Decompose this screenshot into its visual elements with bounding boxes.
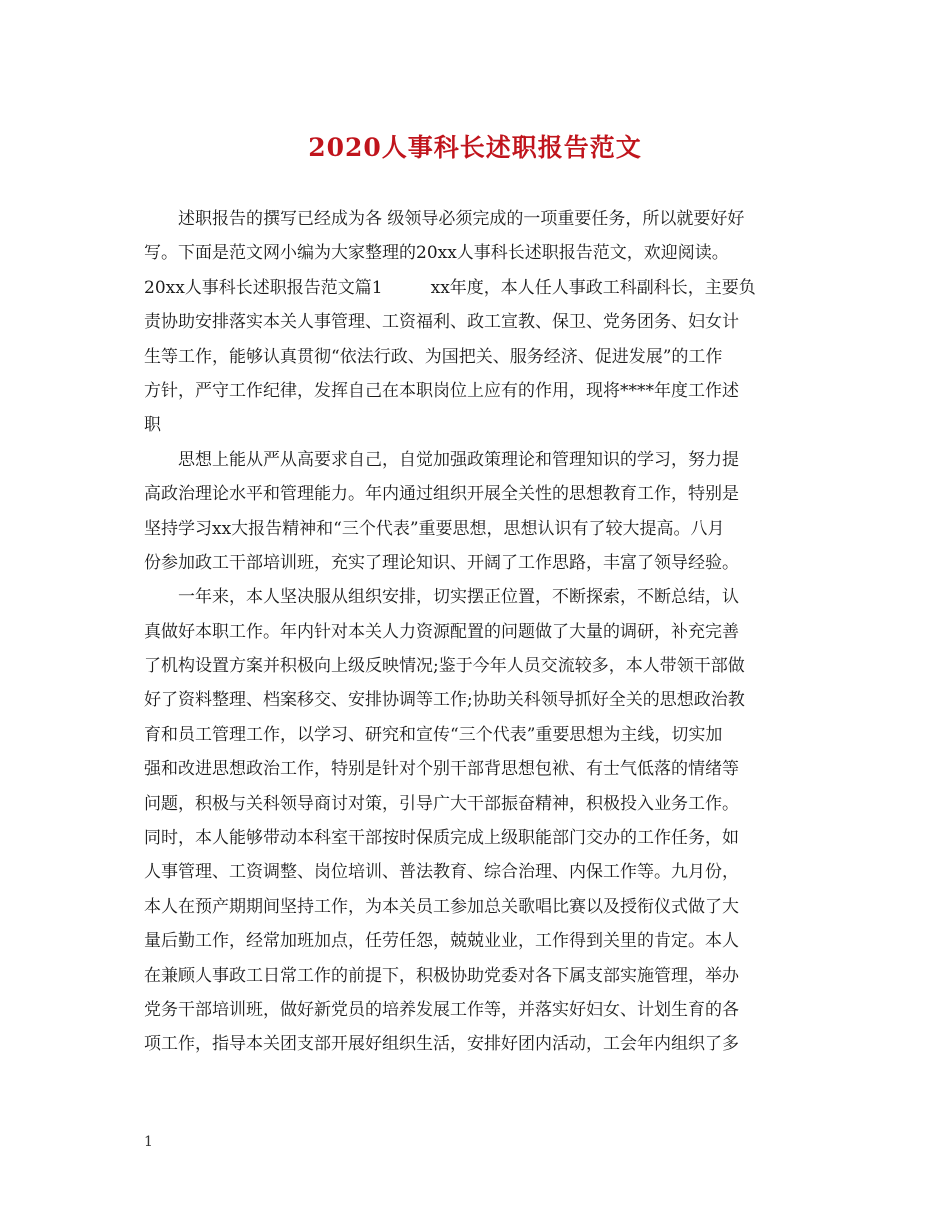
paragraph-line: 问题，积极与关科领导商讨对策，引导广大干部振奋精神，积极投入业务工作。 [144,793,739,814]
paragraph-line: 好了资料整理、档案移交、安排协调等工作;协助关科领导抓好全关的思想政治教 [144,690,745,711]
document-body [144,202,812,1062]
paragraph-line: 高政治理论水平和管理能力。年内通过组织开展全关性的思想教育工作，特别是 [144,484,739,505]
paragraph-line: 述职报告的撰写已经成为各 级领导必须完成的一项重要任务，所以就要好好 [144,209,745,229]
paragraph-line: 人事管理、工资调整、岗位培训、普法教育、综合治理、内保工作等。九月份， [144,862,739,883]
paragraph-text: xx年度，本人任人事政工科副科长，主要负 [430,277,756,298]
paragraph-line: 一年来，本人坚决服从组织安排，切实摆正位置，不断探索，不断总结，认 [144,587,739,608]
section-first-line [144,271,812,305]
paragraph-line: 育和员工管理工作，以学习、研究和宣传“三个代表”重要思想为主线，切实加 [144,724,723,745]
paragraph-line: 本人在预产期期间坚持工作，为本关员工参加总关歌唱比赛以及授衔仪式做了大 [144,896,739,917]
paragraph-line: 同时，本人能够带动本科室干部按时保质完成上级职能部门交办的工作任务，如 [144,828,739,849]
document-title: 2020人事科长述职报告范文 [308,133,642,162]
paragraph-line: 党务干部培训班，做好新党员的培养发展工作等，并落实好妇女、计划生育的各 [144,999,739,1020]
paragraph-line: 了机构设置方案并积极向上级反映情况;鉴于今年人员交流较多，本人带领干部做 [144,656,745,677]
paragraph-line: 方针，严守工作纪律，发挥自己在本职岗位上应有的作用，现将****年度工作述 [144,380,739,401]
section-heading: 20xx人事科长述职报告范文篇1 [144,277,383,298]
paragraph-line: 份参加政工干部培训班，充实了理论知识、开阔了工作思路，丰富了领导经验。 [144,552,739,573]
paragraph-line: 责协助安排落实本关人事管理、工资福利、政工宣教、保卫、党务团务、妇女计 [144,312,739,333]
paragraph-line: 量后勤工作，经常加班加点，任劳任怨，兢兢业业，工作得到关里的肯定。本人 [144,931,739,952]
paragraph-line: 思想上能从严从高要求自己，自觉加强政策理论和管理知识的学习，努力提 [144,449,739,470]
paragraph-line: 项工作，指导本关团支部开展好组织生活，安排好团内活动，工会年内组织了多 [144,1034,739,1055]
paragraph-line: 生等工作，能够认真贯彻“依法行政、为国把关、服务经济、促进发展”的工作 [144,346,723,367]
paragraph-line: 写。下面是范文网小编为大家整理的20xx人事科长述职报告范文，欢迎阅读。 [144,243,729,264]
paragraph-line: 真做好本职工作。年内针对本关人力资源配置的问题做了大量的调研，补充完善 [144,621,739,642]
paragraph-line: 在兼顾人事政工日常工作的前提下，积极协助党委对各下属支部实施管理，举办 [144,965,739,986]
paragraph-line: 职 [144,415,161,436]
page-number: 1 [144,1134,153,1150]
paragraph-line: 强和改进思想政治工作，特别是针对个别干部背思想包袱、有士气低落的情绪等 [144,759,739,780]
paragraph-line: 坚持学习xx大报告精神和“三个代表”重要思想，思想认识有了较大提高。八月 [144,518,725,539]
